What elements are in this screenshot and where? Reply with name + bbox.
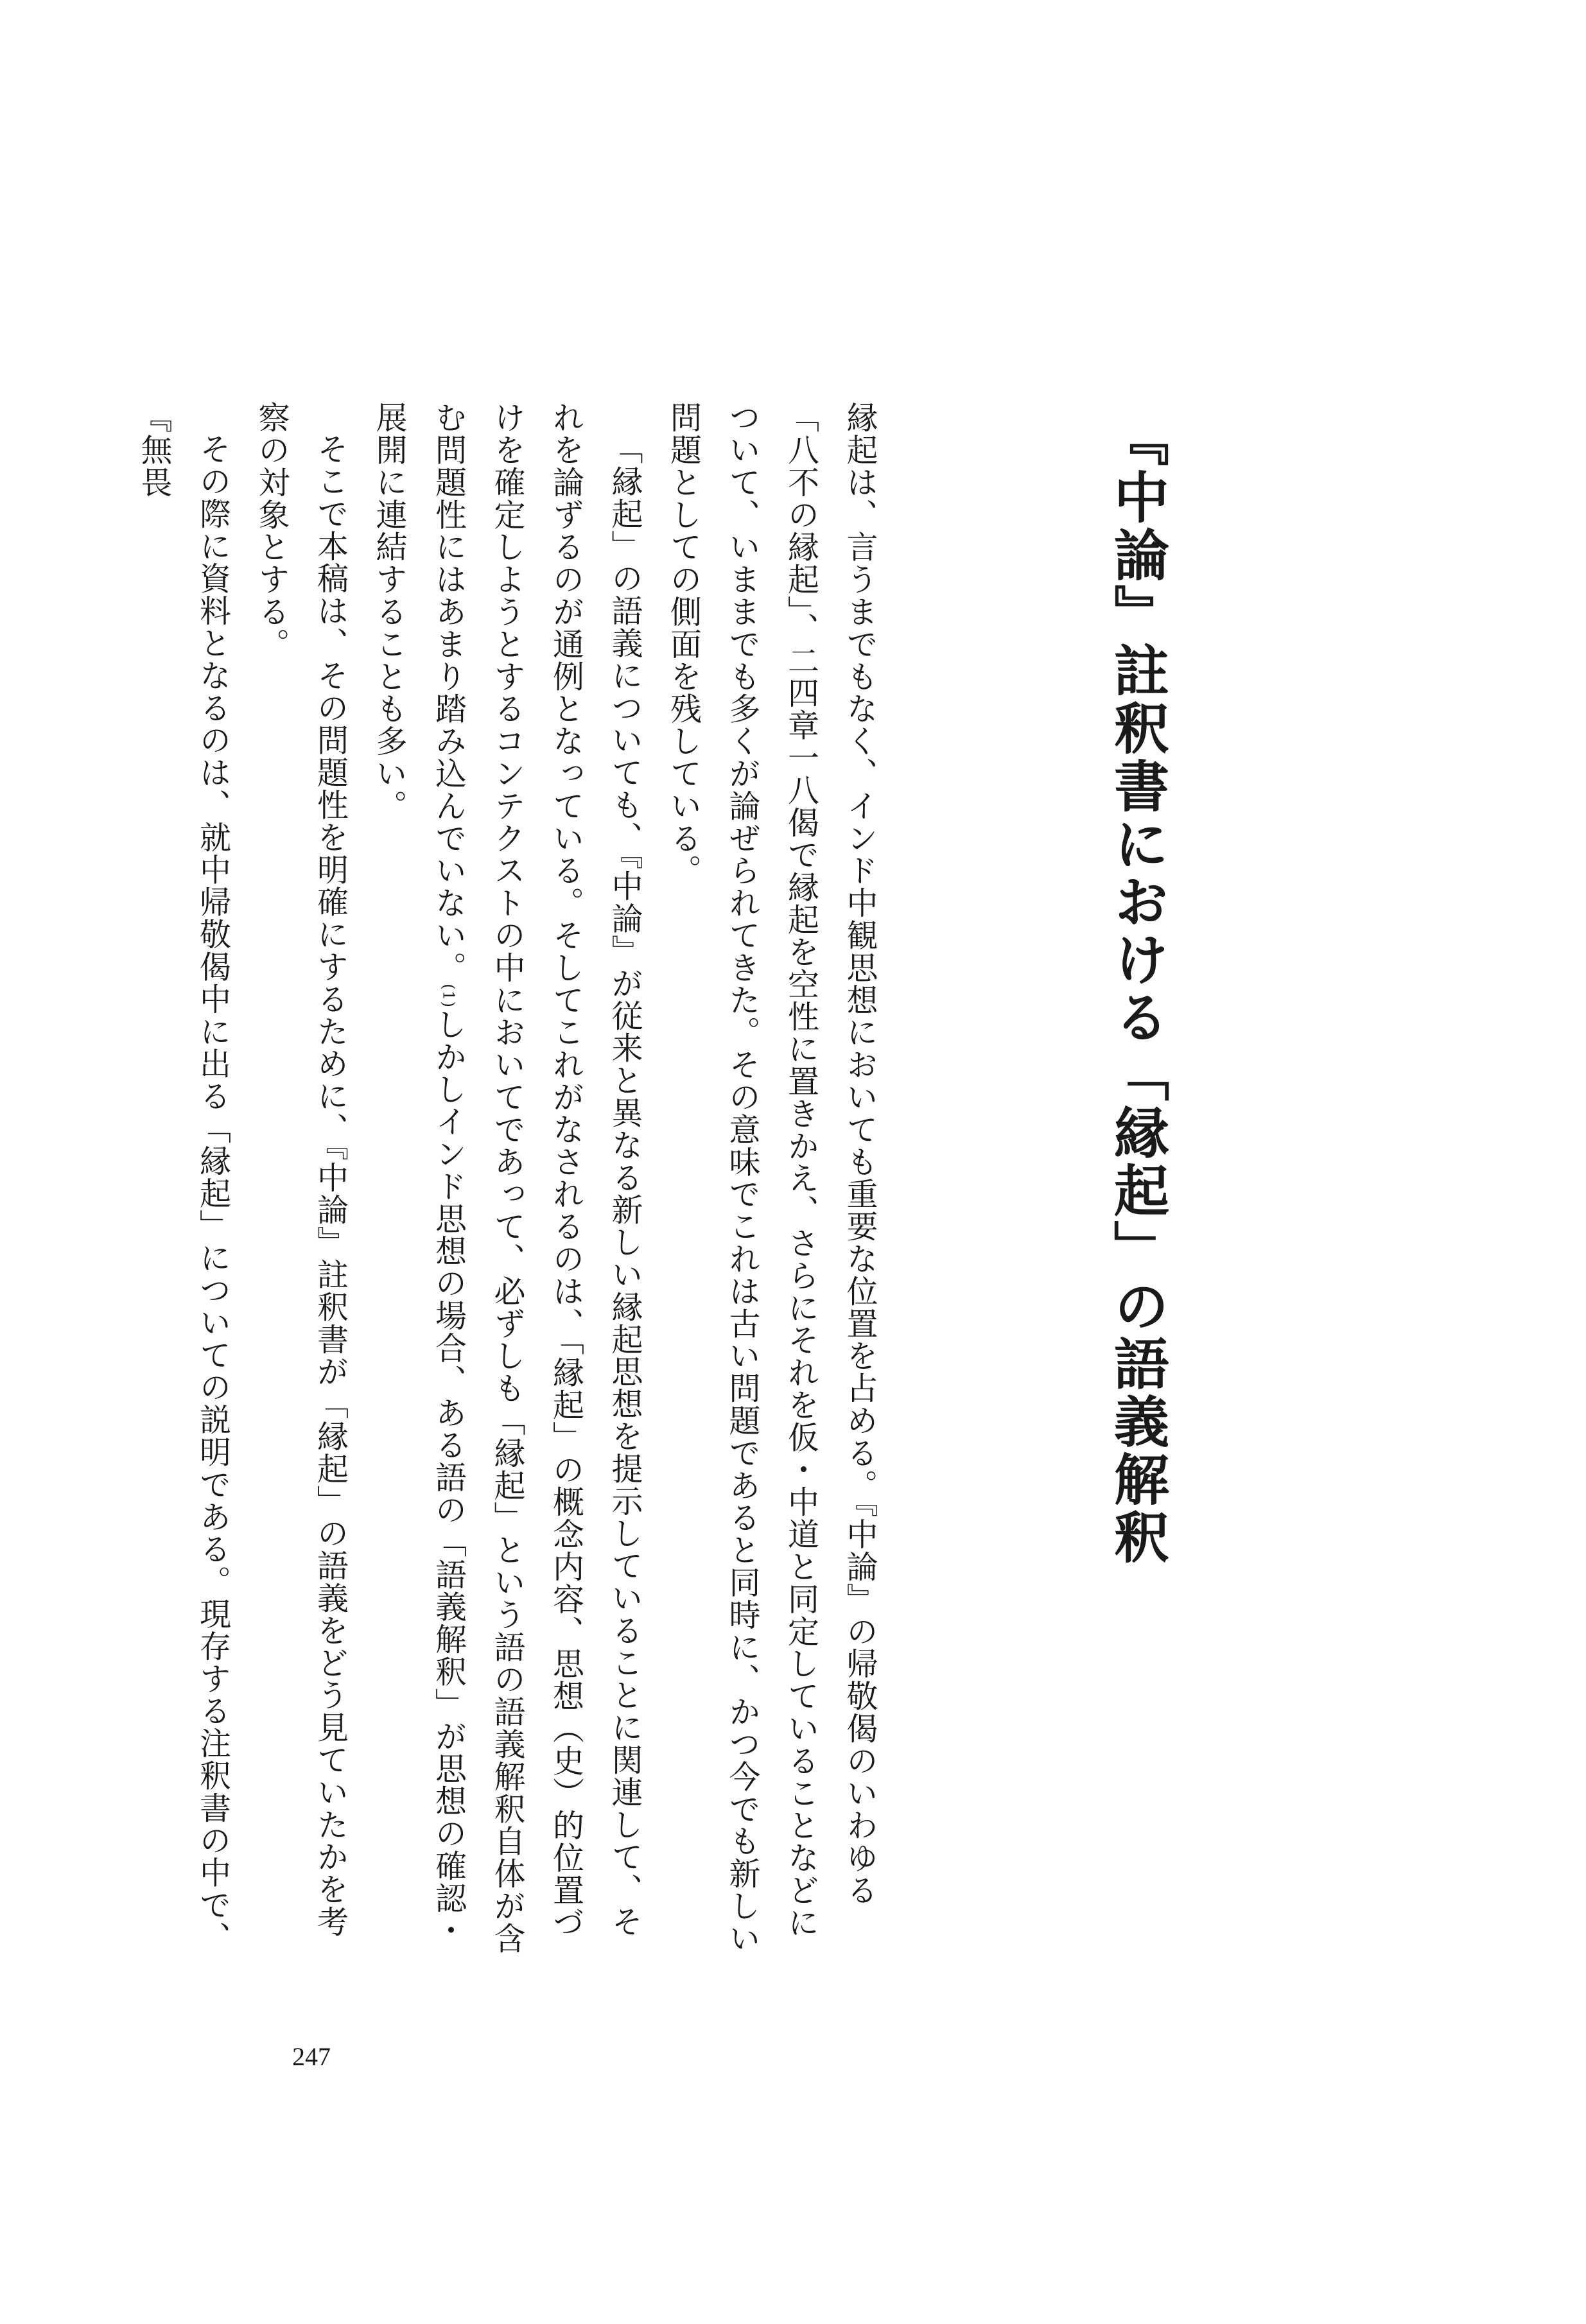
paragraph-text: 縁起は、言うまでもなく、インド中観思想においても重要な位置を占める。『中論』の帰敬偈のいわゆる「八不の縁起」、二四章一八偈で縁起を空性に置きかえ、さらにそれを仮・中道と同定していることなどについて、いままでも多くが論ぜられてきた。その意味でこれは古い問題であると同時に、かつ今でも新しい問題としての側面を残している。 bbox=[665, 401, 878, 1955]
paragraph-text: その際に資料となるのは、就中帰敬偈中に出る「縁起」についての説明である。現存する注釈書の中で、『無畏 bbox=[136, 401, 232, 1954]
paragraph-text: そこで本稿は、その問題性を明確にするために、『中論』註釈書が「縁起」の語義をどう見ていたかを考察の対象とする。 bbox=[254, 401, 349, 1938]
paragraph bbox=[360, 401, 655, 1968]
footnote-marker: (1) bbox=[439, 984, 458, 1009]
body-text bbox=[136, 401, 889, 1968]
paragraph-text: しかしインド思想の場合、ある語の「語義解釈」が思想の確認・展開に連結することも多い。 bbox=[371, 401, 467, 1947]
paragraph bbox=[125, 401, 243, 1968]
article-title: 『中論』註釈書における「縁起」の語義解釈 bbox=[1104, 411, 1169, 1566]
paragraph-text: 「縁起」の語義についても、『中論』が従来と異なる新しい縁起思想を提示していることに関連して、それを論ずるのが通例となっている。そしてこれがなされるのは、「縁起」の概念内容、思想（史）的位置づけを確定しようとするコンテクストの中においてであって、必ずしも「縁起」という語の語義解釈自体が含む問題性にはあまり踏み込んでいない。 bbox=[430, 401, 643, 1955]
paragraph bbox=[654, 401, 889, 1968]
page-number: 247 bbox=[292, 2042, 331, 2071]
paragraph bbox=[243, 401, 360, 1968]
